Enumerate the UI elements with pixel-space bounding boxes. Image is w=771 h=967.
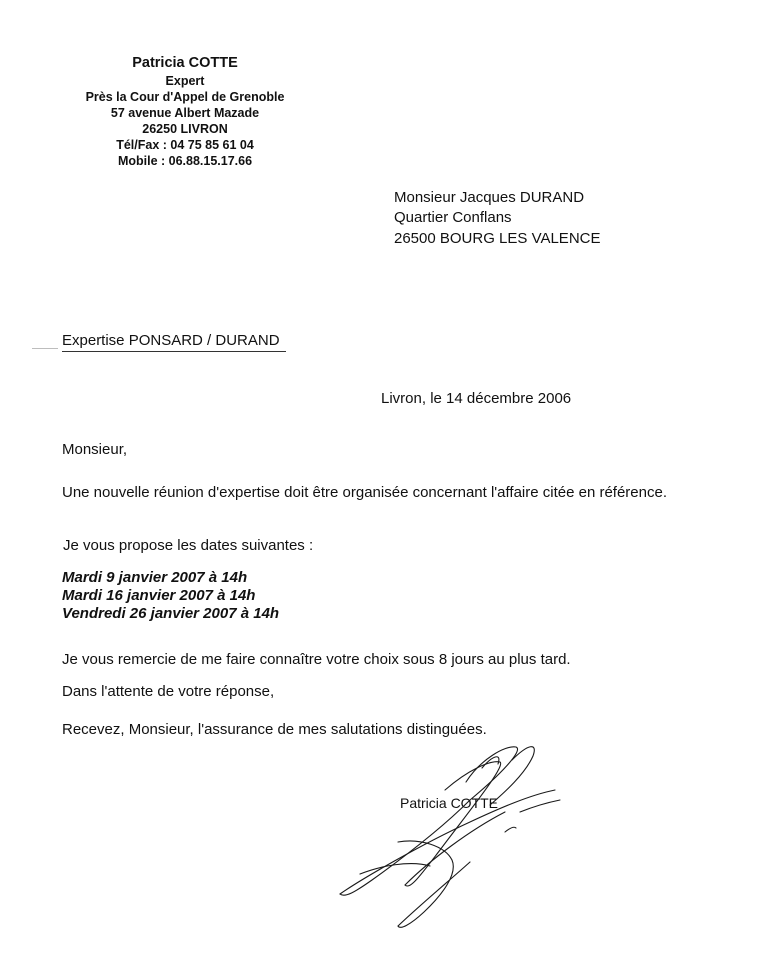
recipient-block [394,188,600,249]
meeting-date: Mardi 9 janvier 2007 à 14h [62,569,248,586]
paragraph-response-deadline: Je vous remercie de me faire connaître votre choix sous 8 jours au plus tard. [62,651,571,668]
salutation: Monsieur, [62,441,128,458]
paragraph-meeting: Une nouvelle réunion d'expertise doit être organisée concernant l'affaire citée en référence. [62,484,667,501]
sender-mobile: Mobile : 06.88.15.17.66 [117,154,253,168]
sender-court: Près la Cour d'Appel de Grenoble [85,90,285,104]
sender-block [60,54,310,169]
sender-city: 26250 LIVRON [142,122,228,136]
paragraph-dates-intro: Je vous propose les dates suivantes : [63,537,314,554]
signature-strokes [340,747,560,928]
sender-title: Expert [165,74,205,88]
paragraph-waiting: Dans l'attente de votre réponse, [62,683,275,700]
closing-formula: Recevez, Monsieur, l'assurance de mes salutations distinguées. [62,721,487,738]
recipient-name: Monsieur Jacques DURAND [394,189,585,206]
subject-line: Expertise PONSARD / DURAND [62,331,286,352]
meeting-date: Mardi 16 janvier 2007 à 14h [62,587,256,604]
recipient-address: Quartier Conflans [394,209,512,226]
sender-name: Patricia COTTE [132,55,238,71]
scan-mark [32,348,58,349]
recipient-city: 26500 BOURG LES VALENCE [394,230,601,247]
meeting-date: Vendredi 26 janvier 2007 à 14h [62,605,280,622]
sender-phone-fax: Tél/Fax : 04 75 85 61 04 [116,138,254,152]
place-date: Livron, le 14 décembre 2006 [381,390,572,407]
meeting-dates-list [62,569,279,623]
sender-address: 57 avenue Albert Mazade [110,106,260,120]
signatory-name: Patricia COTTE [400,795,499,811]
